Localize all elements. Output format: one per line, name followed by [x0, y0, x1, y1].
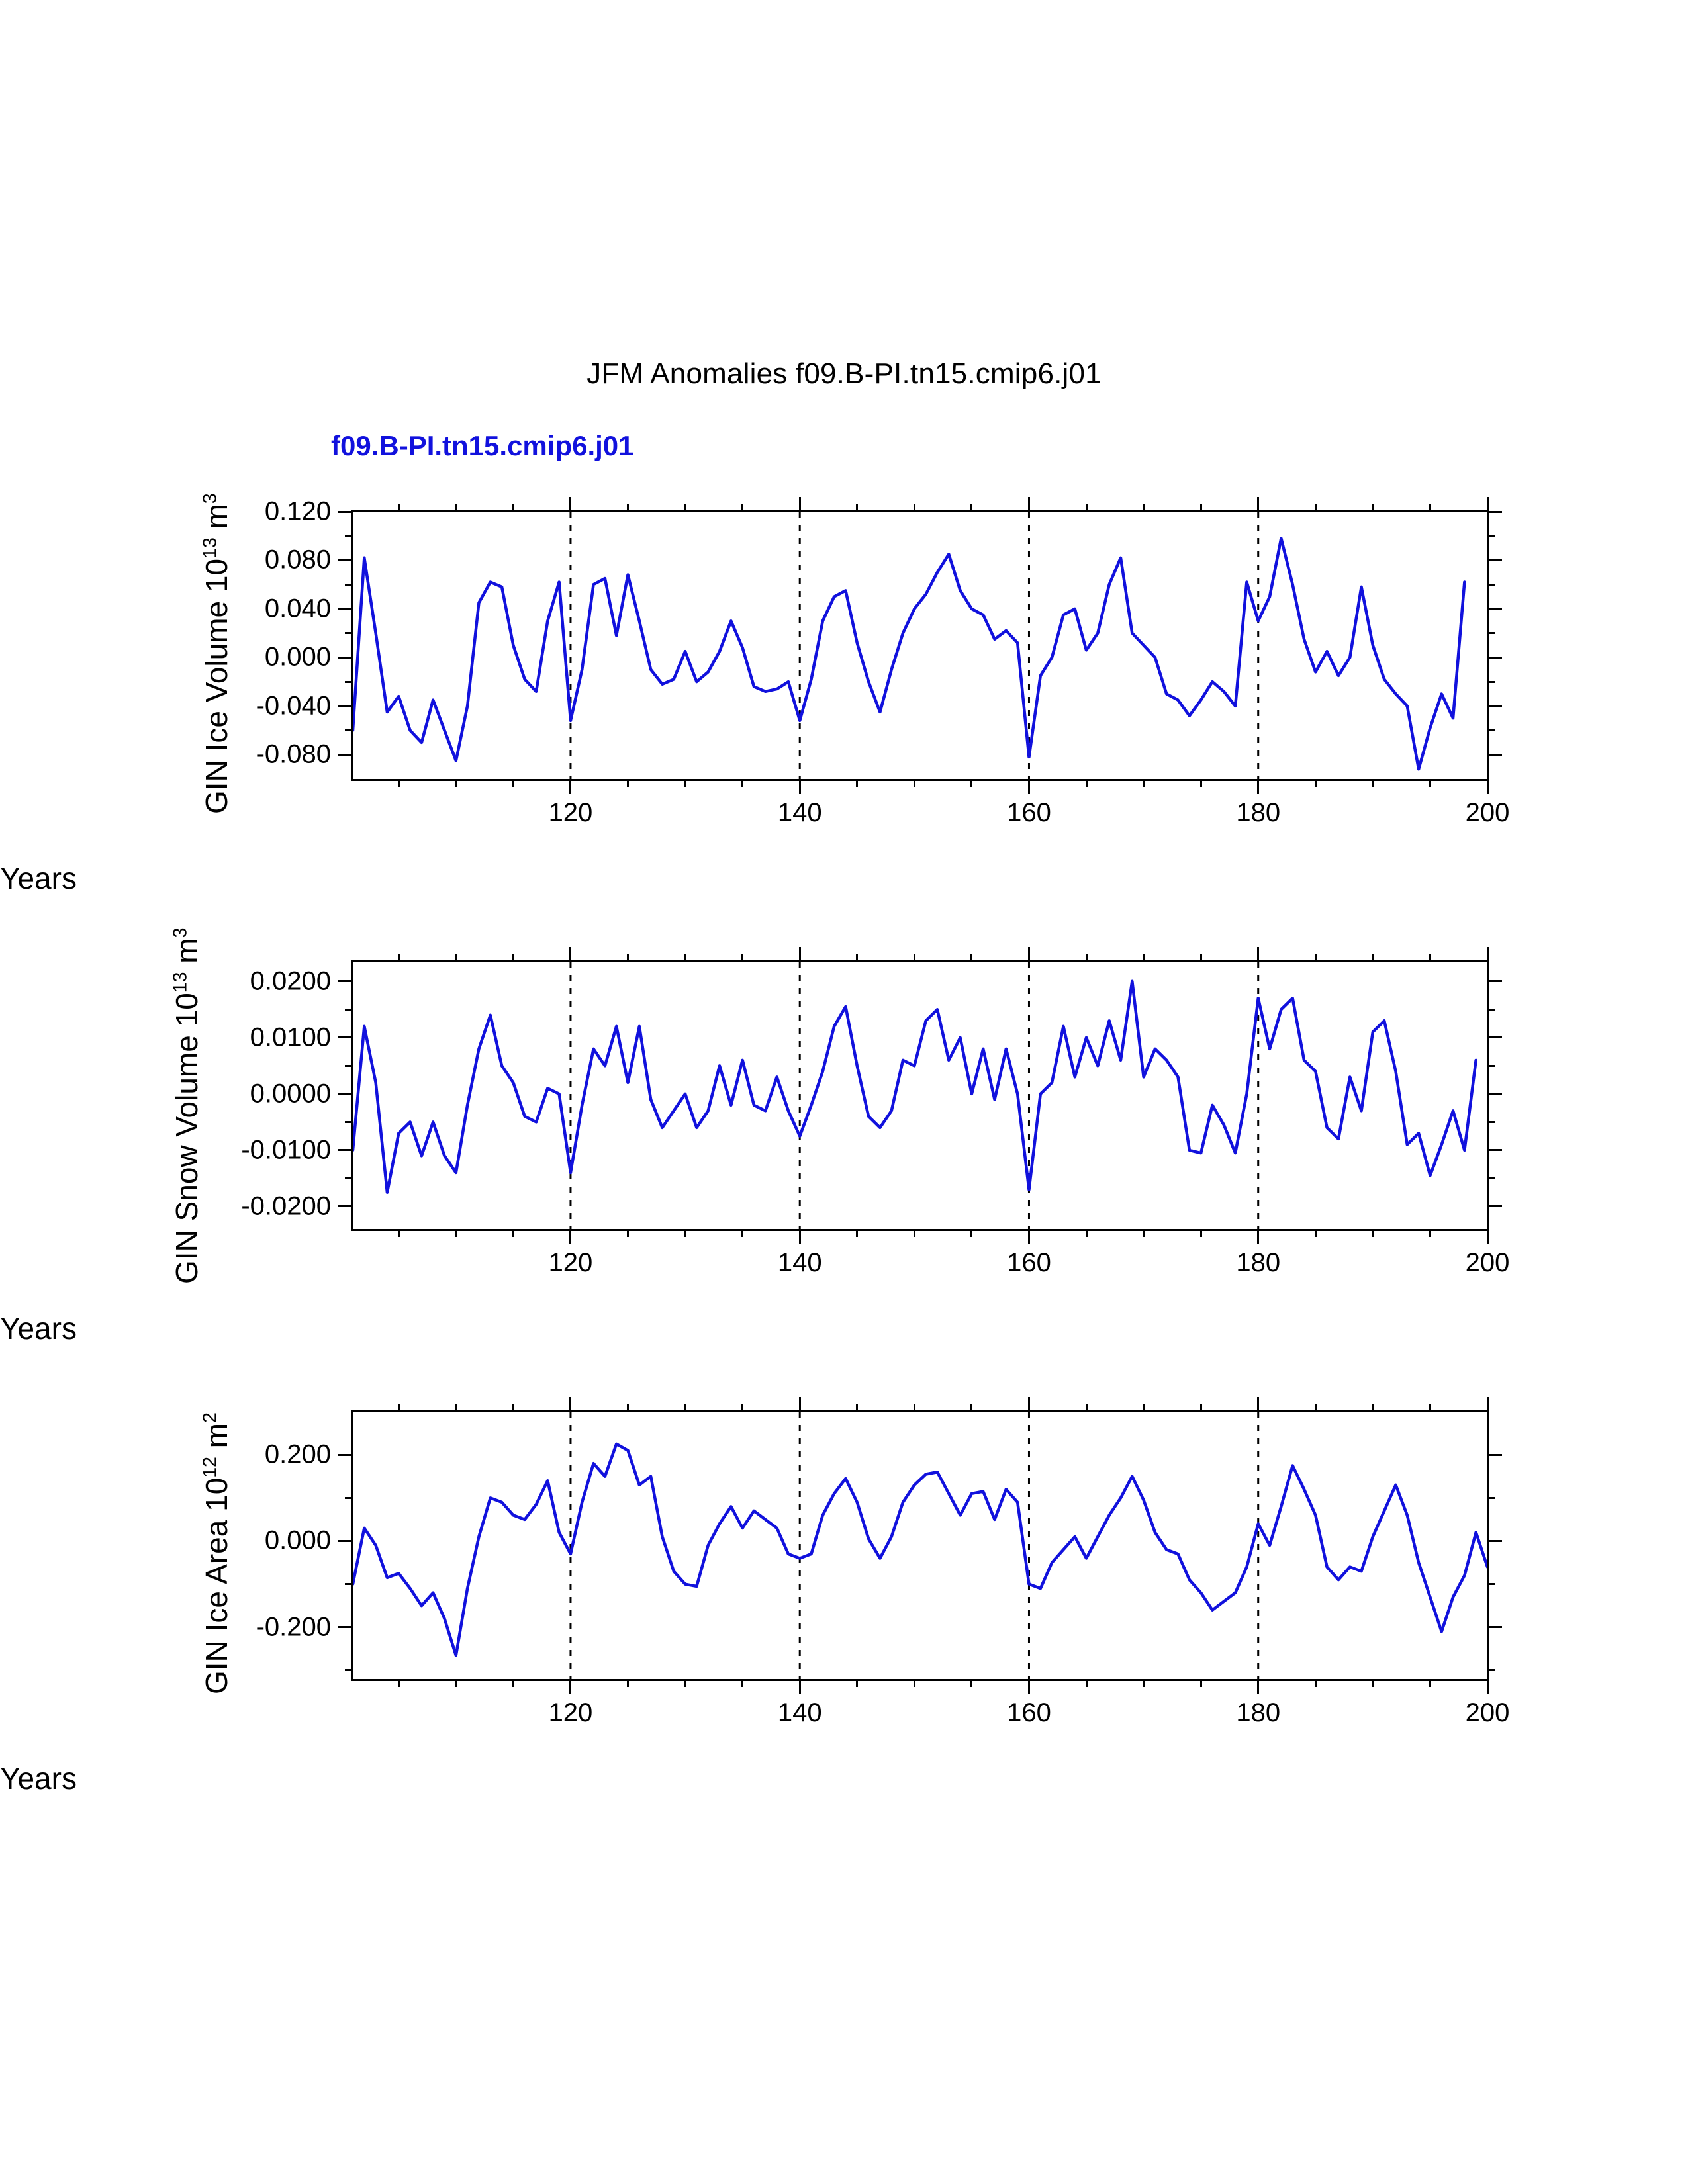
x-tick-label: 200	[1465, 798, 1510, 827]
x-minor-tick-mark	[512, 504, 514, 512]
x-tick-label: 160	[1007, 798, 1051, 827]
x-minor-tick-mark	[741, 504, 743, 512]
x-minor-tick-mark	[627, 1404, 629, 1412]
x-tick-mark	[1257, 779, 1259, 794]
x-tick-mark	[1257, 1397, 1259, 1412]
x-minor-tick-mark	[398, 1229, 400, 1237]
yaxis-title-panel1	[199, 493, 234, 814]
x-minor-tick-mark	[1315, 1229, 1317, 1237]
y-tick-label: 0.0200	[250, 966, 331, 996]
x-minor-tick-mark	[856, 779, 858, 787]
x-minor-tick-mark	[1200, 1229, 1202, 1237]
y-tick-mark	[338, 559, 353, 561]
y-minor-tick-mark	[345, 1669, 353, 1671]
y-tick-label: -0.040	[256, 691, 331, 721]
x-minor-tick-mark	[1143, 1229, 1145, 1237]
x-minor-tick-mark	[512, 954, 514, 962]
x-tick-mark	[1487, 497, 1489, 512]
x-minor-tick-mark	[455, 1404, 457, 1412]
x-tick-mark	[799, 779, 801, 794]
y-minor-tick-mark	[1487, 1065, 1495, 1067]
yaxis-title-panel2	[169, 928, 205, 1284]
x-minor-tick-mark	[970, 779, 972, 787]
x-minor-tick-mark	[1086, 779, 1088, 787]
x-minor-tick-mark	[1372, 1229, 1374, 1237]
x-tick-mark	[1028, 497, 1030, 512]
page-title: JFM Anomalies f09.B-PI.tn15.cmip6.j01	[586, 357, 1102, 390]
yaxis-title-unit-exp-panel2: 3	[169, 927, 191, 938]
data-line	[353, 981, 1476, 1193]
x-minor-tick-mark	[1315, 779, 1317, 787]
x-minor-tick-mark	[914, 1679, 915, 1687]
y-minor-tick-mark	[345, 1065, 353, 1067]
y-minor-tick-mark	[1487, 584, 1495, 586]
x-tick-label: 180	[1236, 1698, 1281, 1727]
x-tick-mark	[799, 1229, 801, 1244]
y-tick-label: 0.200	[264, 1439, 331, 1469]
x-tick-mark	[1257, 1679, 1259, 1694]
y-minor-tick-mark	[1487, 1669, 1495, 1671]
x-tick-label: 200	[1465, 1698, 1510, 1727]
x-minor-tick-mark	[627, 504, 629, 512]
yaxis-title-base-panel2: GIN Snow Volume 10	[169, 993, 204, 1284]
x-minor-tick-mark	[1315, 954, 1317, 962]
x-minor-tick-mark	[627, 954, 629, 962]
y-tick-mark	[338, 657, 353, 659]
plot-area-gin-ice-area	[351, 1410, 1489, 1681]
y-tick-mark	[1487, 754, 1502, 756]
x-minor-tick-mark	[914, 779, 915, 787]
x-minor-tick-mark	[1429, 954, 1431, 962]
x-tick-label: 200	[1465, 1248, 1510, 1277]
x-minor-tick-mark	[512, 1404, 514, 1412]
y-tick-mark	[1487, 1540, 1502, 1542]
y-tick-mark	[1487, 1205, 1502, 1207]
y-minor-tick-mark	[345, 1177, 353, 1179]
x-tick-mark	[569, 779, 571, 794]
y-minor-tick-mark	[1487, 681, 1495, 683]
x-minor-tick-mark	[1086, 1404, 1088, 1412]
x-minor-tick-mark	[398, 954, 400, 962]
y-tick-label: 0.0000	[250, 1079, 331, 1109]
x-minor-tick-mark	[1143, 1404, 1145, 1412]
x-tick-label: 120	[548, 1248, 593, 1277]
x-minor-tick-mark	[1429, 1404, 1431, 1412]
y-tick-label: -0.200	[256, 1612, 331, 1642]
x-minor-tick-mark	[684, 1679, 686, 1687]
plot-area-gin-ice-volume	[351, 510, 1489, 781]
y-tick-mark	[338, 608, 353, 610]
y-tick-mark	[1487, 657, 1502, 659]
x-tick-mark	[1487, 947, 1489, 962]
y-minor-tick-mark	[345, 632, 353, 634]
y-tick-mark	[338, 705, 353, 707]
x-tick-mark	[1487, 1397, 1489, 1412]
x-tick-mark	[569, 947, 571, 962]
x-tick-mark	[1257, 947, 1259, 962]
plot-svg-gin-ice-volume	[353, 512, 1487, 779]
y-minor-tick-mark	[1487, 535, 1495, 537]
x-minor-tick-mark	[398, 1679, 400, 1687]
y-tick-mark	[1487, 980, 1502, 982]
x-tick-mark	[1028, 1397, 1030, 1412]
y-minor-tick-mark	[1487, 632, 1495, 634]
x-tick-label: 140	[777, 1698, 822, 1727]
y-minor-tick-mark	[345, 1009, 353, 1011]
x-tick-mark	[1028, 947, 1030, 962]
x-minor-tick-mark	[455, 1229, 457, 1237]
y-tick-mark	[1487, 1149, 1502, 1151]
x-tick-label: 120	[548, 1698, 593, 1727]
y-tick-mark	[1487, 511, 1502, 513]
plot-svg-gin-snow-volume	[353, 962, 1487, 1229]
chart-page: JFM Anomalies f09.B-PI.tn15.cmip6.j01 f09.B-PI.tn15.cmip6.j01 120 140 160 180 200 -0.080 -0.040 0.000 0.040 0.080 0.120 Years GIN Ice Volume $10^{13}$ $m^3$ 120 140 160 180 200 -0.0200 -0.0100 0.0000 0.0100 0.0200 Years GIN Snow Volume $10^{13}$ $m^3$ 120 140 160 180 200 -0.200 0.000 0.200 Years GIN Ice Area $10^{12}$ $m^2$	[0, 0, 1688, 2184]
x-minor-tick-mark	[970, 1229, 972, 1237]
y-tick-mark	[338, 1454, 353, 1456]
x-minor-tick-mark	[741, 779, 743, 787]
y-minor-tick-mark	[345, 681, 353, 683]
x-tick-mark	[799, 1397, 801, 1412]
x-minor-tick-mark	[741, 1679, 743, 1687]
y-minor-tick-mark	[1487, 1177, 1495, 1179]
y-minor-tick-mark	[1487, 1583, 1495, 1585]
plot-area-gin-snow-volume	[351, 960, 1489, 1231]
x-minor-tick-mark	[512, 1679, 514, 1687]
y-tick-label: 0.000	[264, 642, 331, 672]
x-tick-label: 180	[1236, 798, 1281, 827]
yaxis-title-base-panel1: GIN Ice Volume 10	[199, 558, 234, 814]
x-minor-tick-mark	[1086, 504, 1088, 512]
yaxis-title-exp-panel3: 12	[199, 1457, 221, 1478]
x-minor-tick-mark	[1200, 779, 1202, 787]
yaxis-title-panel3	[199, 1412, 234, 1694]
x-minor-tick-mark	[455, 779, 457, 787]
x-minor-tick-mark	[627, 1679, 629, 1687]
y-minor-tick-mark	[1487, 729, 1495, 731]
x-minor-tick-mark	[914, 1229, 915, 1237]
x-tick-mark	[1028, 1229, 1030, 1244]
y-minor-tick-mark	[345, 535, 353, 537]
data-line	[353, 1444, 1487, 1655]
x-tick-label: 120	[548, 798, 593, 827]
yaxis-title-unit-exp-panel1: 3	[199, 493, 221, 504]
x-minor-tick-mark	[1372, 504, 1374, 512]
x-minor-tick-mark	[970, 1404, 972, 1412]
x-minor-tick-mark	[741, 1229, 743, 1237]
x-minor-tick-mark	[856, 1229, 858, 1237]
x-minor-tick-mark	[1086, 1229, 1088, 1237]
x-tick-mark	[799, 497, 801, 512]
plot-svg-gin-ice-area	[353, 1412, 1487, 1679]
y-tick-label: 0.0100	[250, 1023, 331, 1052]
x-tick-mark	[799, 947, 801, 962]
yaxis-title-exp-panel1: 13	[199, 537, 221, 559]
yaxis-title-unit-exp-panel3: 2	[199, 1412, 221, 1423]
x-minor-tick-mark	[1372, 1679, 1374, 1687]
y-minor-tick-mark	[345, 1583, 353, 1585]
yaxis-title-exp-panel2: 13	[169, 972, 191, 993]
y-tick-mark	[1487, 608, 1502, 610]
x-minor-tick-mark	[627, 779, 629, 787]
x-minor-tick-mark	[455, 954, 457, 962]
yaxis-title-unit-panel2: m	[169, 938, 204, 964]
x-minor-tick-mark	[1086, 1679, 1088, 1687]
y-tick-mark	[338, 511, 353, 513]
y-tick-mark	[338, 1205, 353, 1207]
y-tick-mark	[338, 754, 353, 756]
x-tick-mark	[1257, 1229, 1259, 1244]
x-minor-tick-mark	[741, 954, 743, 962]
y-tick-mark	[338, 1093, 353, 1095]
y-tick-label: -0.0100	[241, 1135, 331, 1165]
x-tick-label: 180	[1236, 1248, 1281, 1277]
y-tick-mark	[1487, 705, 1502, 707]
x-minor-tick-mark	[398, 779, 400, 787]
x-minor-tick-mark	[684, 504, 686, 512]
x-minor-tick-mark	[914, 504, 915, 512]
x-minor-tick-mark	[455, 504, 457, 512]
x-minor-tick-mark	[1429, 1679, 1431, 1687]
y-minor-tick-mark	[1487, 1009, 1495, 1011]
x-minor-tick-mark	[856, 1679, 858, 1687]
x-minor-tick-mark	[1315, 1404, 1317, 1412]
x-minor-tick-mark	[1315, 1679, 1317, 1687]
y-minor-tick-mark	[1487, 1497, 1495, 1499]
x-minor-tick-mark	[398, 1404, 400, 1412]
x-minor-tick-mark	[512, 1229, 514, 1237]
y-tick-mark	[1487, 1036, 1502, 1038]
x-minor-tick-mark	[684, 1229, 686, 1237]
x-tick-mark	[569, 1397, 571, 1412]
y-tick-mark	[1487, 1626, 1502, 1628]
x-minor-tick-mark	[1315, 504, 1317, 512]
x-tick-mark	[1028, 1679, 1030, 1694]
y-tick-mark	[338, 1626, 353, 1628]
x-minor-tick-mark	[512, 779, 514, 787]
y-tick-mark	[338, 1036, 353, 1038]
x-tick-label: 140	[777, 798, 822, 827]
x-minor-tick-mark	[1143, 1679, 1145, 1687]
data-line	[353, 538, 1464, 769]
x-minor-tick-mark	[1429, 779, 1431, 787]
y-tick-mark	[1487, 559, 1502, 561]
x-minor-tick-mark	[1200, 504, 1202, 512]
y-tick-mark	[338, 1149, 353, 1151]
x-minor-tick-mark	[1143, 779, 1145, 787]
x-tick-mark	[1028, 779, 1030, 794]
x-minor-tick-mark	[970, 504, 972, 512]
x-tick-mark	[799, 1679, 801, 1694]
x-minor-tick-mark	[1143, 504, 1145, 512]
y-minor-tick-mark	[345, 584, 353, 586]
x-minor-tick-mark	[914, 954, 915, 962]
x-minor-tick-mark	[1372, 954, 1374, 962]
x-tick-mark	[1487, 1679, 1489, 1694]
y-tick-mark	[1487, 1454, 1502, 1456]
y-tick-mark	[338, 1540, 353, 1542]
x-minor-tick-mark	[1372, 779, 1374, 787]
x-minor-tick-mark	[455, 1679, 457, 1687]
x-tick-mark	[569, 1679, 571, 1694]
x-minor-tick-mark	[914, 1404, 915, 1412]
y-minor-tick-mark	[1487, 1121, 1495, 1123]
yaxis-title-unit-panel3: m	[199, 1422, 234, 1449]
y-tick-label: -0.0200	[241, 1191, 331, 1221]
y-minor-tick-mark	[345, 1121, 353, 1123]
x-minor-tick-mark	[684, 1404, 686, 1412]
x-tick-label: 160	[1007, 1248, 1051, 1277]
x-minor-tick-mark	[1143, 954, 1145, 962]
y-tick-label: 0.040	[264, 594, 331, 623]
x-tick-label: 140	[777, 1248, 822, 1277]
x-minor-tick-mark	[1372, 1404, 1374, 1412]
x-tick-mark	[569, 1229, 571, 1244]
x-minor-tick-mark	[684, 779, 686, 787]
x-minor-tick-mark	[970, 1679, 972, 1687]
x-tick-label: 160	[1007, 1698, 1051, 1727]
x-minor-tick-mark	[741, 1404, 743, 1412]
yaxis-title-base-panel3: GIN Ice Area 10	[199, 1477, 234, 1694]
x-minor-tick-mark	[970, 954, 972, 962]
y-tick-mark	[1487, 1093, 1502, 1095]
yaxis-title-unit-panel1: m	[199, 504, 234, 529]
x-minor-tick-mark	[1086, 954, 1088, 962]
x-minor-tick-mark	[856, 504, 858, 512]
y-minor-tick-mark	[345, 729, 353, 731]
x-minor-tick-mark	[856, 1404, 858, 1412]
y-tick-label: 0.120	[264, 496, 331, 526]
x-minor-tick-mark	[1200, 1404, 1202, 1412]
x-minor-tick-mark	[627, 1229, 629, 1237]
case-label: f09.B-PI.tn15.cmip6.j01	[331, 430, 634, 461]
x-minor-tick-mark	[684, 954, 686, 962]
x-minor-tick-mark	[1429, 1229, 1431, 1237]
x-tick-mark	[1487, 1229, 1489, 1244]
x-minor-tick-mark	[856, 954, 858, 962]
x-minor-tick-mark	[1429, 504, 1431, 512]
x-minor-tick-mark	[1200, 954, 1202, 962]
x-tick-mark	[1487, 779, 1489, 794]
x-minor-tick-mark	[398, 504, 400, 512]
x-tick-mark	[1257, 497, 1259, 512]
y-minor-tick-mark	[345, 1497, 353, 1499]
x-minor-tick-mark	[1200, 1679, 1202, 1687]
y-tick-label: 0.000	[264, 1525, 331, 1555]
y-tick-label: 0.080	[264, 545, 331, 574]
y-tick-label: -0.080	[256, 739, 331, 769]
y-tick-mark	[338, 980, 353, 982]
x-tick-mark	[569, 497, 571, 512]
